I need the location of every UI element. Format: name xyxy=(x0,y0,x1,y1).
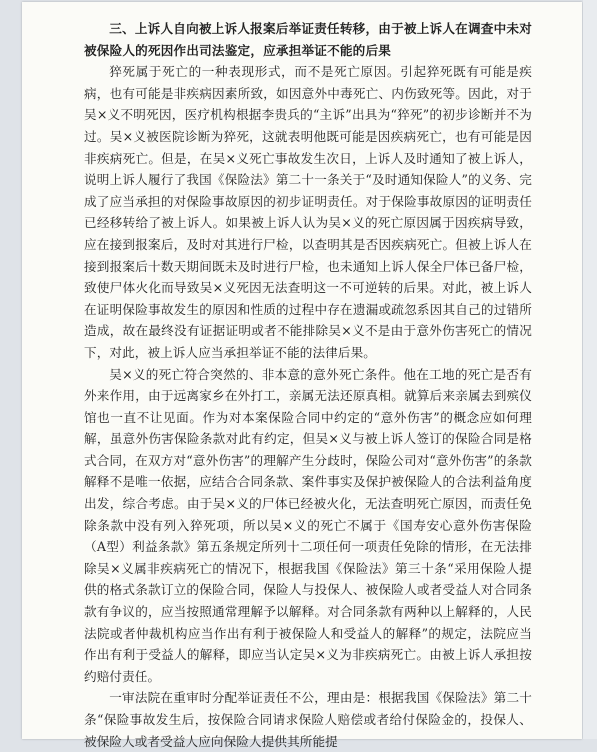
section-heading: 三、上诉人自向被上诉人报案后举证责任转移，由于被上诉人在调查中未对被保险人的死因作出司法鉴定，应承担举证不能的后果 xyxy=(84,21,532,58)
viewer-right-edge xyxy=(583,0,597,739)
paragraph-1: 猝死属于死亡的一种表现形式，而不是死亡原因。引起猝死既有可能是疾病，也有可能是非疾病因素所致，如因意外中毒死亡、内伤致死等。因此，对于吴×义不明死因，医疗机构根据李贵兵的“主诉”出具为“猝死”的初步诊断并不为过。吴×义被医院诊断为猝死，这就表明他既可能是因疾病死亡，也有可能是因非疾病死亡。但是，在吴×义死亡事故发生次日，上诉人及时通知了被上诉人，说明上诉人履行了我国《保险法》第二十一条关于“及时通知保险人”的义务、完成了应当承担的对保险事故原因的初步证明责任。对于保险事故原因的证明责任已经移转给了被上诉人。如果被上诉人认为吴×义的死亡原因属于因疾病导致，应在接到报案后，及时对其进行尸检，以查明其是否因疾病死亡。但被上诉人在接到报案后十数天期间既未及时进行尸检，也未通知上诉人保全尸体已备尸检，致使尸体火化而导致吴×义死因无法查明这一不可逆转的后果。对此，被上诉人在证明保险事故发生的原因和性质的过程中存在遗漏或疏忽系因其自己的过错所造成，故在最终没有证据证明或者不能排除吴×义不是由于意外伤害死亡的情况下，对此，被上诉人应当承担举证不能的法律后果。 xyxy=(84,64,532,360)
document-body xyxy=(84,18,532,752)
paragraph-2: 吴×义的死亡符合突然的、非本意的意外死亡条件。他在工地的死亡是否有外来作用，由于远离家乡在外打工，亲属无法还原真相。就算后来亲属去到殡仪馆也一直不让见面。作为对本案保险合同中约定的“意外伤害”的概念应如何理解，虽意外伤害保险条款对此有约定，但吴×义与被上诉人签订的保险合同是格式合同，在双方对“意外伤害”的理解产生分歧时，保险公司对“意外伤害”的条款解释不是唯一依据，应结合合同条款、案件事实及保护被保险人的合法利益角度出发，综合考虑。由于吴×义的尸体已经被火化，无法查明死亡原因，而责任免除条款中没有列入猝死项，所以吴×义的死亡不属于《国寿安心意外伤害保险（A型）利益条款》第五条规定所列十二项任何一项责任免除的情形，在无法排除吴×义属非疾病死亡的情况下，根据我国《保险法》第三十条“采用保险人提供的格式条款订立的保险合同，保险人与投保人、被保险人或者受益人对合同条款有争议的，应当按照通常理解予以解释。对合同条款有两种以上解释的，人民法院或者仲裁机构应当作出有利于被保险人和受益人的解释”的规定，法院应当作出有利于受益人的解释，即应当认定吴×义为非疾病死亡。由被上诉人承担按约赔付责任。 xyxy=(84,366,532,684)
paragraph-3: 一审法院在重审时分配举证责任不公，理由是：根据我国《保险法》第二十条“保险事故发生后，按保险合同请求保险人赔偿或者给付保险金的，投保人、被保险人或者受益人应向保险人提供其所能提 xyxy=(84,690,532,749)
document-page xyxy=(22,2,582,749)
